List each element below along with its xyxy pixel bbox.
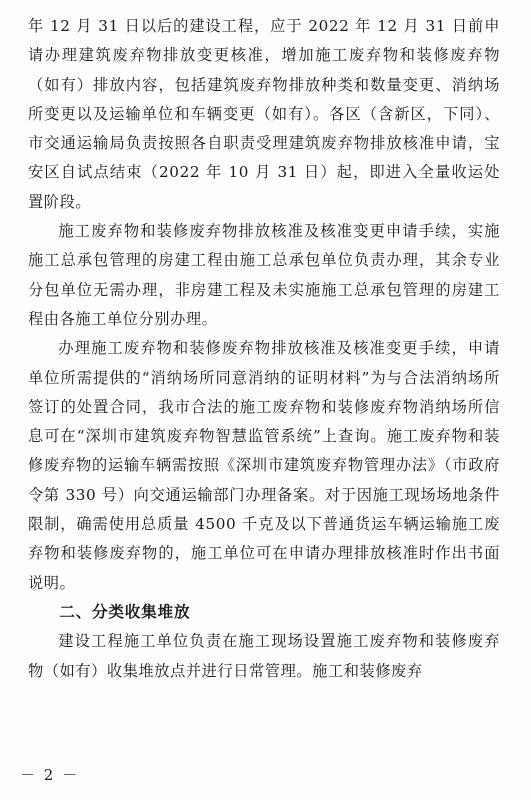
paragraph-disposal-materials: 办理施工废弃物和装修废弃物排放核准及核准变更手续，申请单位所需提供的“消纳场所同意消纳的证明材料”为与合法消纳场所签订的处置合同，我市合法的施工废弃物和装修废弃物消纳场所信息可在“深圳市建筑废弃物智慧监管系统”上查询。施工废弃物和装修废弃物的运输车辆需按照《深圳市建筑废弃物管理办法》（市政府令第 330 号）向交通运输部门办理备案。对于因施工现场场地条件限制，确需使用总质量 4500 千克及以下普通货运车辆运输施工废弃物和装修废弃物的，施工单位可在申请办理排放核准时作出书面说明。 bbox=[28, 339, 500, 592]
paragraph-continued: 年 12 月 31 日以后的建设工程，应于 2022 年 12 月 31 日前申请办理建筑废弃物排放变更核准，增加施工废弃物和装修废弃物（如有）排放内容，包括建筑废弃物排放种类和数量变更、消纳场所变更以及运输单位和车辆变更（如有）。各区（含新区，下同）、市交通运输局负责按照各自职责受理建筑废弃物排放核准申请，宝安区自试点结束（2022 年 10 月 31 日）起，即进入全量收运处置阶段。 bbox=[28, 17, 500, 211]
paragraph-collection-storage: 建设工程施工单位负责在施工现场设置施工废弃物和装修废弃物（如有）收集堆放点并进行日常管理。施工和装修废弃 bbox=[28, 632, 500, 680]
section-heading: 二、分类收集堆放 bbox=[59, 602, 191, 621]
page-number: － 2 － bbox=[20, 766, 80, 784]
paragraph-application-procedures: 施工废弃物和装修废弃物排放核准及核准变更申请手续，实施施工总承包管理的房建工程由施工总承包单位负责办理，其余专业分包单位无需办理，非房建工程及未实施施工总承包管理的房建工程由各施工单位分别办理。 bbox=[28, 222, 500, 328]
document-body bbox=[28, 12, 500, 686]
